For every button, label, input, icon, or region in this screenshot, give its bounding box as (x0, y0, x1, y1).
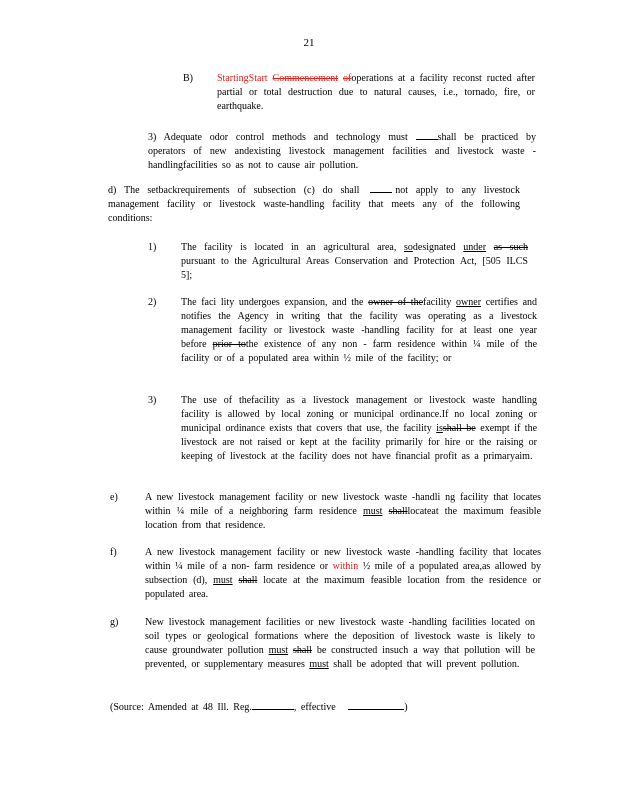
blank-line (416, 129, 438, 140)
cond-1-text (181, 241, 528, 283)
deleted-of: of (343, 73, 352, 84)
item-g-marker: g) (110, 617, 119, 628)
item-d-text-end: not apply to any livestock management facility or livestock waste-handling facility that meets any of the following conditions: (108, 185, 520, 224)
item-f-text-a: A new livestock management facility or new livestock waste -handling facility that locates within ¼ mile of a non- farm residence or (145, 547, 541, 572)
inserted-is: is (436, 423, 443, 434)
item-b-body: operations at a facility reconst ructed after partial or total destruction due to natural causes, i.e., tornado, fire, or earthquake. (217, 73, 535, 112)
item-d-text-start: d) The setbackrequirements of subsection (c) do shall (108, 185, 360, 196)
inserted-must-2: must (309, 659, 329, 670)
item-d-setback (108, 184, 520, 226)
register-blank (252, 699, 294, 710)
cond-3-text-b: exempt if the livestock are not raised or kept at the facility primarily for hire or the raising or keeping of livestock at the facility does not have financial profit as a primaryaim. (181, 423, 538, 462)
item-f-text (145, 546, 541, 602)
item-e-text-b: locateat the maximum feasible location from that residence. (145, 506, 542, 531)
effective-blank (348, 699, 404, 710)
inserted-owner: owner (456, 297, 482, 308)
deleted-prior-to: prior to (212, 339, 246, 350)
source-note (110, 699, 530, 715)
item-f-marker: f) (110, 547, 117, 558)
deleted-as-such: as such (493, 242, 528, 253)
cond-2-text (181, 296, 537, 366)
source-text-c: ) (404, 702, 408, 713)
deleted-owner-of-the: owner of the (368, 297, 424, 308)
deleted-shall: shall (388, 506, 408, 517)
item-e-text (145, 491, 541, 533)
item-e-marker: e) (110, 492, 118, 503)
inserted-under: under (463, 242, 487, 253)
inserted-so: so (403, 242, 413, 253)
item-g-text-b: be constructed insuch a way that pollution will be prevented, or supplementary measures (145, 645, 536, 670)
inserted-must: must (363, 506, 383, 517)
cond-2-text-c: certifies and notifies the Agency in writing that the facility was operating as a livestock management facility or livestock waste -handling facility for at least one year before (181, 297, 538, 350)
cond-1-text-b: designated (412, 242, 456, 253)
deleted-shall: shall (293, 645, 312, 656)
item-b-text (217, 72, 535, 114)
cond-3-marker: 3) (148, 395, 157, 406)
cond-1-marker: 1) (148, 242, 157, 253)
item-3-odor-control (148, 129, 536, 173)
deleted-shall-be: shall be (442, 423, 476, 434)
cond-2-text-d: the existence of any non - farm residence within ¼ mile of the facility or of a populated area within ½ mile of the facility; or (181, 339, 538, 364)
inserted-must: must (213, 575, 233, 586)
inserted-starting-start: StartingStart (217, 73, 268, 84)
cond-2-text-b: facility (423, 297, 452, 308)
cond-1-text-c: pursuant to the Agricultural Areas Conservation and Protection Act, [505 ILCS 5]; (181, 256, 528, 281)
cond-3-text-a: The use of thefacility as a livestock management or livestock waste handling facility is allowed by local zoning or municipal ordinance.If no local zoning or municipal ordinance exists that covers that use, the facility (181, 395, 537, 434)
deleted-dash (370, 186, 392, 193)
item-3-text-start: 3) Adequate odor control methods and technology must (148, 132, 408, 143)
cond-1-text-a: The facility is located in an agricultural area, (181, 242, 397, 253)
item-g-text-c: shall be adopted that will prevent pollution. (333, 659, 520, 670)
item-f-text-b: ½ mile of a populated area,as allowed by subsection (d), (145, 561, 542, 586)
item-3-text-end: shall be practiced by operators of new andexisting livestock management facilities and livestock waste -handlingfacilities so as not to cause air pollution. (148, 132, 536, 171)
item-e-text-a: A new livestock management facility or new livestock waste -handli ng facility that locates within ¼ mile of a neighboring farm residence (145, 492, 541, 517)
source-text-b: , effective (293, 702, 336, 713)
item-b-marker: B) (183, 73, 193, 84)
inserted-must: must (268, 645, 289, 656)
page-number: 21 (303, 37, 315, 49)
inserted-within: within (332, 561, 359, 572)
cond-2-marker: 2) (148, 297, 157, 308)
item-g-text (145, 616, 535, 672)
item-f-text-c: locate at the maximum feasible location from the residence or populated area. (145, 575, 542, 600)
item-g-text-a: New livestock management facilities or new livestock waste -handling facilities located on soil types or geological formations where the deposition of livestock waste is likely to cause groundwater pollution (145, 617, 535, 656)
cond-3-text (181, 394, 537, 464)
cond-2-text-a: The faci lity undergoes expansion, and the (181, 297, 364, 308)
deleted-commencement: Commencement (272, 73, 339, 84)
deleted-shall: shall (238, 575, 258, 586)
source-text-a: (Source: Amended at 48 Ill. Reg. (110, 702, 252, 713)
